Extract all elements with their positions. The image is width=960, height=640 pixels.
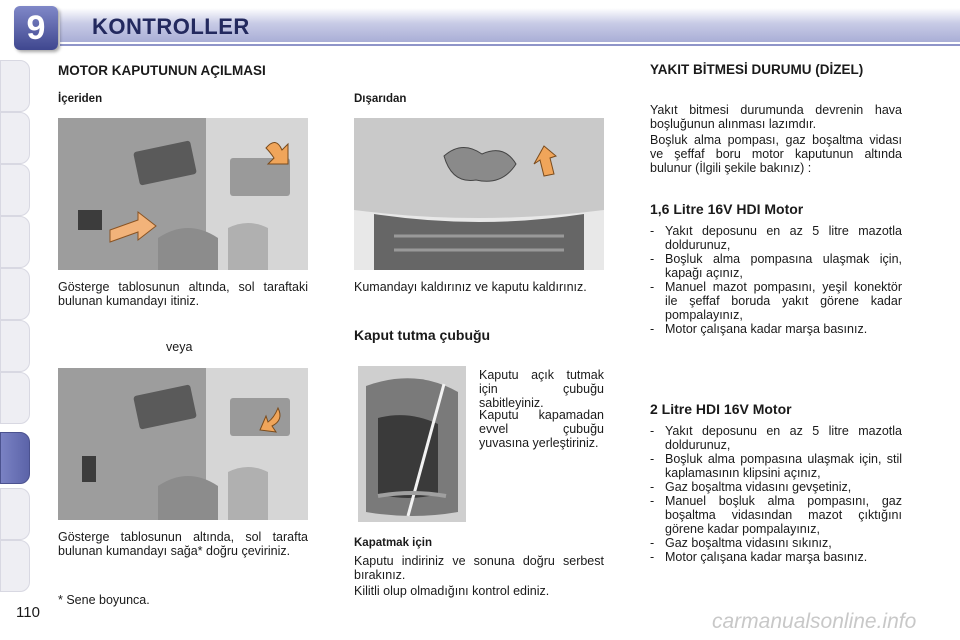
list-item: - Boşluk alma pompasına ulaşmak için, kapağı açınız, xyxy=(650,252,902,280)
outside-label: Dışarıdan xyxy=(354,93,407,105)
or-label: veya xyxy=(166,340,193,354)
chapter-tab[interactable] xyxy=(0,488,30,540)
photo-inside-release-lever-alt xyxy=(58,368,308,520)
photo-outside-release xyxy=(354,118,604,270)
list-item: - Motor çalışana kadar marşa basınız. xyxy=(650,550,902,564)
hood-stay-instruction-1: Kaputu açık tutmak için çubuğu sabitleyiniz. xyxy=(479,368,604,410)
chapter-title: KONTROLLER xyxy=(92,14,250,39)
watermark: carmanualsonline.info xyxy=(712,610,917,633)
hood-stay-instruction-2: Kaputu kapamadan evvel çubuğu yuvasına yerleştiriniz. xyxy=(479,408,604,450)
engine-2-steps xyxy=(650,424,902,564)
footnote: * Sene boyunca. xyxy=(58,593,150,607)
list-item: - Boşluk alma pompasına ulaşmak için, stil kaplamasının klipsini açınız, xyxy=(650,452,902,480)
section-title-hood-opening: MOTOR KAPUTUNUN AÇILMASI xyxy=(58,63,266,78)
page-header xyxy=(0,0,960,48)
list-item: - Motor çalışana kadar marşa basınız. xyxy=(650,322,902,336)
inside-instruction-1: Gösterge tablosunun altında, sol taraftaki bulunan kumandayı itiniz. xyxy=(58,280,308,308)
list-item: - Yakıt deposunu en az 5 litre mazotla doldurunuz, xyxy=(650,424,902,452)
closing-label: Kapatmak için xyxy=(354,537,432,549)
closing-instruction-1: Kaputu indiriniz ve sonuna doğru serbest bırakınız. xyxy=(354,554,604,582)
chapter-tab[interactable] xyxy=(0,216,30,268)
closing-instruction-2: Kilitli olup olmadığını kontrol ediniz. xyxy=(354,584,550,598)
chapter-number-badge: 9 xyxy=(14,6,58,50)
photo-inside-release-lever xyxy=(58,118,308,270)
chapter-tabs xyxy=(0,60,30,580)
inside-instruction-2: Gösterge tablosunun altında, sol tarafta bulunan kumandayı sağa* doğru çeviriniz. xyxy=(58,530,308,558)
list-item: - Yakıt deposunu en az 5 litre mazotla doldurunuz, xyxy=(650,224,902,252)
page-number: 110 xyxy=(16,604,40,621)
chapter-tab[interactable] xyxy=(0,268,30,320)
section-title-hood-stay: Kaput tutma çubuğu xyxy=(354,327,491,343)
list-item: - Gaz boşaltma vidasını gevşetiniz, xyxy=(650,480,902,494)
chapter-tab[interactable] xyxy=(0,112,30,164)
engine-1-title: 1,6 Litre 16V HDI Motor xyxy=(650,201,804,217)
list-item: - Gaz boşaltma vidasını sıkınız, xyxy=(650,536,902,550)
engine-1-steps xyxy=(650,224,902,336)
list-item: - Manuel boşluk alma pompasını, gaz boşaltma vidasından mazot çıktığını görene kadar pompalayınız, xyxy=(650,494,902,536)
photo-hood-stay xyxy=(358,366,466,522)
fuel-intro-2: Boşluk alma pompası, gaz boşaltma vidası ve şeffaf boru motor kaputunun altında bulunur (İlgili şekile bakınız) : xyxy=(650,133,902,175)
chapter-tab[interactable] xyxy=(0,320,30,372)
chapter-tab[interactable] xyxy=(0,60,30,112)
inside-label: İçeriden xyxy=(58,93,103,105)
list-item: - Manuel mazot pompasını, yeşil konektör ile şeffaf boruda yakıt görene kadar pompalayınız, xyxy=(650,280,902,322)
chapter-tab[interactable] xyxy=(0,164,30,216)
outside-instruction: Kumandayı kaldırınız ve kaputu kaldırınız. xyxy=(354,280,587,294)
header-rule xyxy=(60,44,960,46)
fuel-intro-1: Yakıt bitmesi durumunda devrenin hava boşluğunun alınması lazımdır. xyxy=(650,103,902,131)
section-title-fuel-shortage: YAKIT BİTMESİ DURUMU (DİZEL) xyxy=(650,62,864,77)
chapter-tab[interactable] xyxy=(0,540,30,592)
engine-2-title: 2 Litre HDI 16V Motor xyxy=(650,401,792,417)
chapter-tab[interactable] xyxy=(0,372,30,424)
chapter-tab-active[interactable] xyxy=(0,432,30,484)
